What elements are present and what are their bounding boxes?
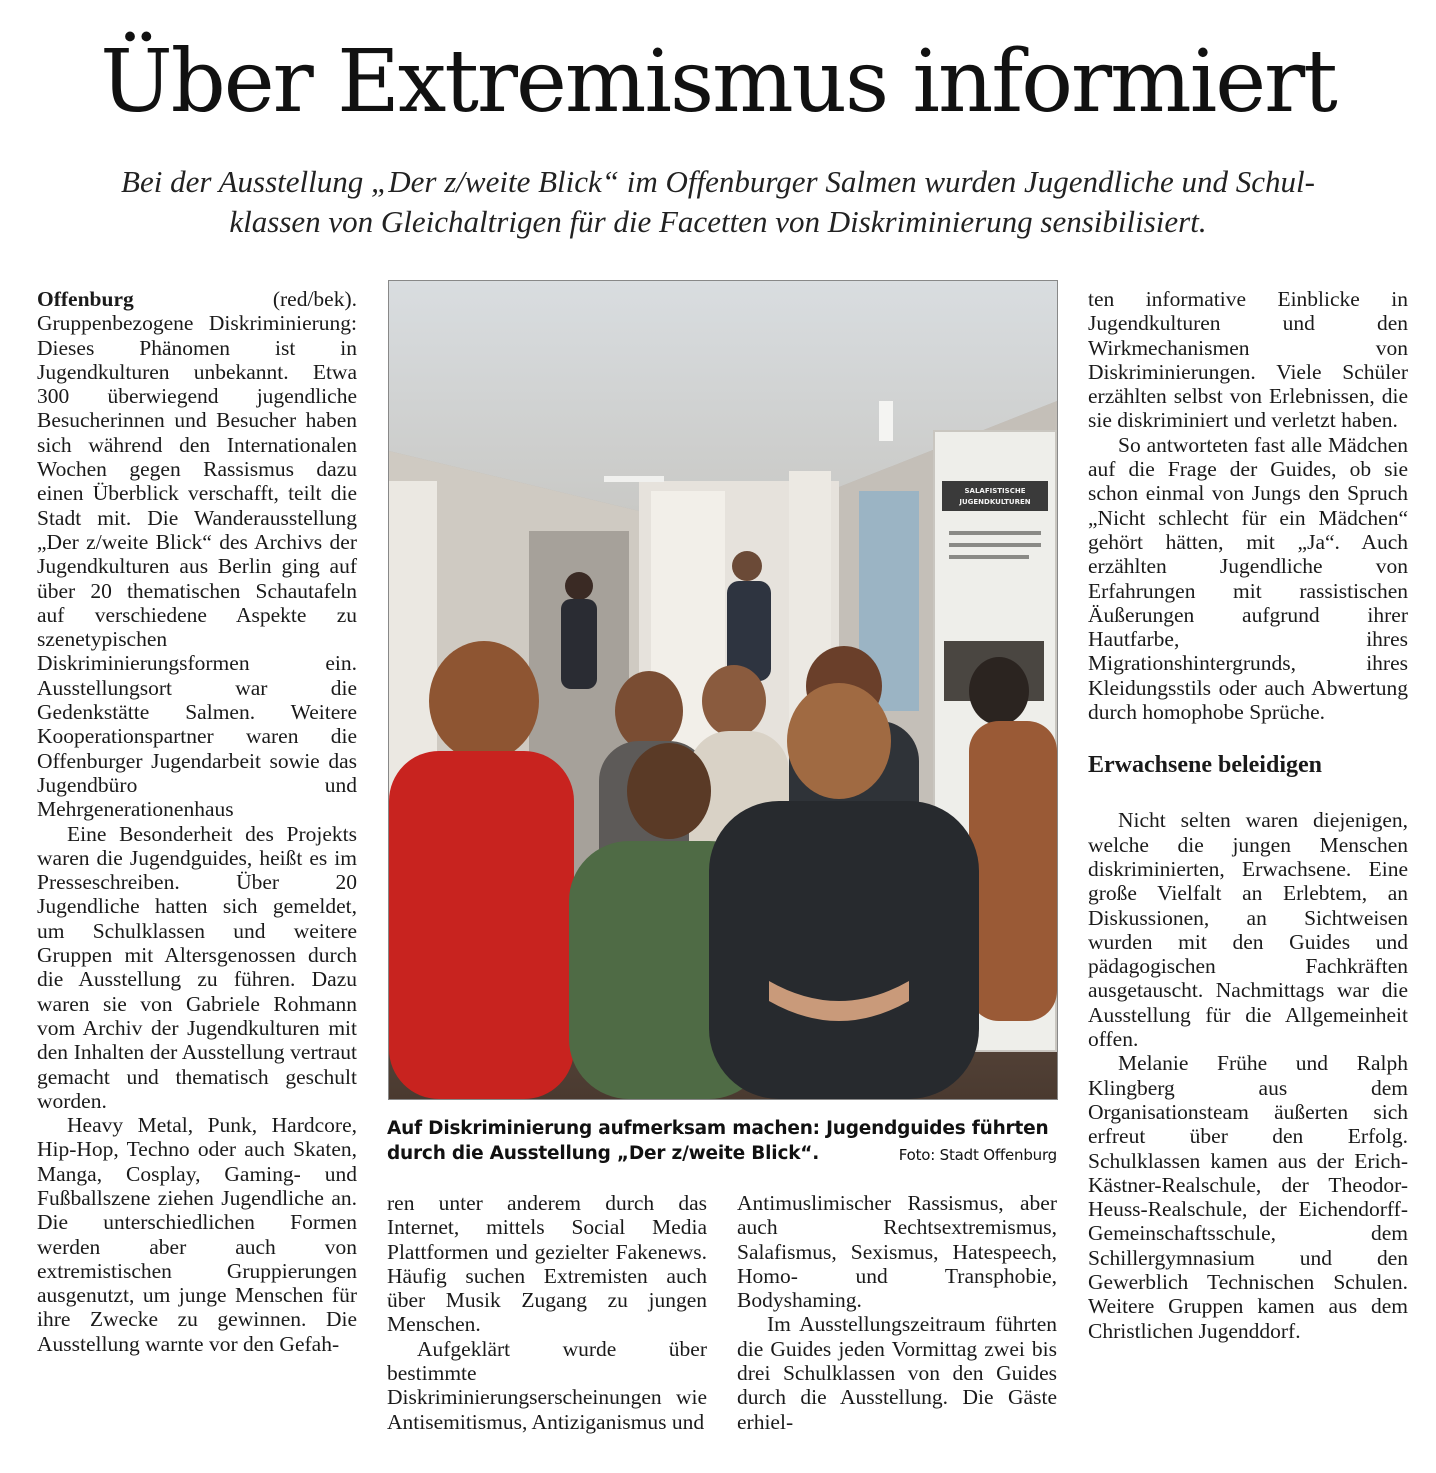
subheadline-line-2: klassen von Gleichaltrigen für die Facetten von Diskriminierung sensibilisiert. (229, 204, 1207, 239)
paragraph: Nicht selten waren diejenigen, welche die jungen Menschen diskriminierten, Erwachsene. Eine große Vielfalt an Erlebtem, an Diskussionen, an Sichtweisen wurden mit den Guides und pädagogischen Fachkräften ausgetauscht. Nachmittags war die Ausstellung für die Allgemeinheit offen. (1088, 808, 1408, 1052)
caption-line-2-text: durch die Ausstellung „Der z/weite Blick“. (387, 1143, 820, 1164)
person-dark-sweater (709, 801, 979, 1099)
photo-caption (387, 1116, 1057, 1168)
paragraph: Aufgeklärt wurde über bestimmte Diskriminierungserscheinungen wie Antisemitismus, Antiziganismus und (387, 1336, 707, 1434)
paragraph: Antimuslimischer Rassismus, aber auch Rechtsextremismus, Salafismus, Sexismus, Hatespeech, Homo- und Transphobie, Bodyshaming. (737, 1191, 1057, 1313)
paragraph: Eine Besonderheit des Projekts waren die Jugendguides, heißt es im Presseschreiben. Über 20 Jugendliche hatten sich gemeldet, um Schulklassen und weitere Gruppen mit Altersgenossen durch die Ausstellung zu führen. Dazu waren sie von Gabriele Rohmann vom Archiv der Jugendkulturen mit den Inhalten der Ausstellung vertraut gemacht und thematisch geschult worden. (37, 821, 357, 1113)
article-column-1 (37, 287, 357, 1356)
paragraph-text: (red/bek). Gruppenbezogene Diskriminierung: Dieses Phänomen ist in Jugendkulturen unbekannt. Etwa 300 überwiegend jugendliche Besucherinnen und Besucher haben sich während den Internationalen Wochen gegen Rassismus dazu einen Überblick verschafft, teilt die Stadt mit. Die Wanderausstellung „Der z/weite Blick“ des Archivs der Jugendkulturen aus Berlin ging auf über 20 thematischen Schautafeln auf verschiedene Aspekte zu szenetypischen Diskriminierungsformen ein. Ausstellungsort war die Gedenkstätte Salmen. Weitere Kooperationspartner waren die Offenburger Jugendarbeit sowie das Jugendbüro und Mehrgenerationenhaus (37, 287, 357, 822)
paragraph: ren unter anderem durch das Internet, mittels Social Media Plattformen und gezielter Fakenews. Häufig suchen Extremisten auch über Musik Zugang zu jungen Menschen. (387, 1191, 707, 1337)
caption-line-1: Auf Diskriminierung aufmerksam machen: Jugendguides führten (387, 1118, 1049, 1139)
dateline: Offenburg (37, 287, 134, 311)
article-column-4 (1088, 287, 1408, 1343)
article-column-3 (737, 1191, 1057, 1434)
paragraph (37, 287, 357, 822)
paragraph: So antworteten fast alle Mädchen auf die Frage der Guides, ob sie schon einmal von Jungs den Spruch „Nicht schlecht für ein Mädchen“ gehört hätten, mit „Ja“. Auch erzählten Jugendliche von Erfahrungen mit rassistischen Äußerungen aufgrund ihrer Hautfarbe, ihres Migrationshintergrunds, ihres Kleidungsstils oder auch Abwertung durch homophobe Sprüche. (1088, 432, 1408, 725)
subheadline-line-1: Bei der Ausstellung „Der z/weite Blick“ im Offenburger Salmen wurden Jugendliche und Schul- (121, 164, 1315, 199)
exhibition-photo-illustration (389, 281, 1057, 1099)
paragraph: Heavy Metal, Punk, Hardcore, Hip-Hop, Techno oder auch Skaten, Manga, Cosplay, Gaming- und Fußballszene ziehen Jugendliche an. Die unterschiedlichen Formen werden aber auch von extremistischen Gruppierungen ausgenutzt, um junge Menschen für ihre Zwecke zu gewinnen. Die Ausstellung warnte vor den Gefah- (37, 1113, 357, 1356)
headline: Über Extremismus informiert (100, 32, 1336, 132)
person-red-shirt (389, 751, 574, 1099)
section-subhead: Erwachsene beleidigen (1088, 752, 1322, 779)
paragraph: ten informative Einblicke in Jugendkulturen und den Wirkmechanismen von Diskriminierungen. Viele Schüler erzählten selbst von Erlebnissen, die sie diskriminiert und verletzt haben. (1088, 287, 1408, 433)
caption-line-2 (387, 1141, 1057, 1166)
svg-text:SALAFISTISCHE: SALAFISTISCHE (964, 487, 1026, 495)
article-photo (388, 280, 1058, 1100)
paragraph: Melanie Frühe und Ralph Klingberg aus dem Organisationsteam äußerten sich erfreut über den Erfolg. Schulklassen kamen aus der Erich-Kästner-Realschule, der Theodor-Heuss-Realschule, der Eichendorff-Gemeinschaftsschule, dem Schillergymnasium und den Gewerblich Technischen Schulen. Weitere Gruppen kamen aus dem Christlichen Jugenddorf. (1088, 1051, 1408, 1343)
svg-text:JUGENDKULTUREN: JUGENDKULTUREN (959, 498, 1031, 506)
article-column-2 (387, 1191, 707, 1434)
paragraph: Im Ausstellungszeitraum führten die Guides jeden Vormittag zwei bis drei Schulklassen von den Guides durch die Ausstellung. Die Gäste erhiel- (737, 1312, 1057, 1434)
photo-credit: Foto: Stadt Offenburg (898, 1146, 1057, 1164)
